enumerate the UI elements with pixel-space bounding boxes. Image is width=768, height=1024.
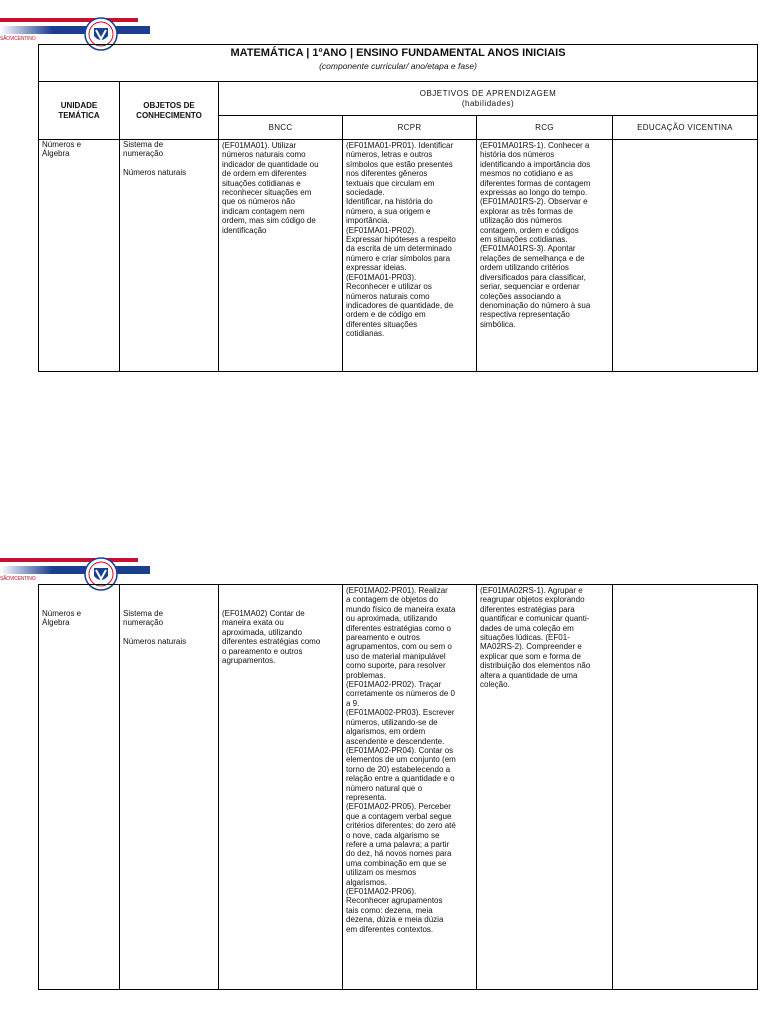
table-row: [39, 585, 758, 990]
cell-objetos-numeros: Números naturais: [123, 167, 187, 177]
header-unidade-tematica: UNIDADE TEMÁTICA: [39, 82, 120, 140]
cell-objetos-numeros: Números naturais: [123, 636, 187, 646]
page-2: [0, 560, 768, 1000]
document-subtitle: (componente curricular/ ano/etapa e fase): [319, 61, 477, 71]
cell-bncc: (EF01MA01). Utilizar números naturais como indicador de quantidade ou de ordem em diferentes situações cotidianas e reconhecer situações em que os números não indicam contagem nem ordem, mas sim código de identificação: [219, 140, 343, 372]
logo-text: SÃOVICENTINO: [0, 36, 36, 42]
cell-objetos: [120, 585, 219, 990]
cell-educacao-vicentina: [613, 585, 758, 990]
header-rcpr: RCPR: [343, 116, 477, 140]
document-title: MATEMÁTICA | 1ºANO | ENSINO FUNDAMENTAL ANOS INICIAIS: [230, 47, 566, 59]
header-bncc: BNCC: [219, 116, 343, 140]
curriculum-table-page-1: [38, 44, 758, 372]
table-row: [39, 140, 758, 372]
cell-objetos: [120, 140, 219, 372]
header-objetos-conhecimento: OBJETOS DE CONHECIMENTO: [120, 82, 219, 140]
cell-objetos-sistema: Sistema de numeração: [123, 140, 164, 159]
cell-unidade: [39, 585, 120, 990]
header-objetivos-title: OBJETIVOS DE APRENDIZAGEM: [419, 89, 557, 99]
header-habilidades: (habilidades): [461, 98, 515, 108]
cell-unidade-text: Números e Álgebra: [42, 609, 82, 628]
logo-text: SÃOVICENTINO: [0, 576, 36, 582]
curriculum-table-page-2: [38, 584, 758, 990]
cell-bncc-text: (EF01MA02) Contar de maneira exata ou aproximada, utilizando diferentes estratégias como o pareamento e outros agrupamentos.: [222, 609, 321, 666]
cell-rcpr: (EF01MA01-PR01). Identificar números, letras e outros símbolos que estão presentes nos diferentes gêneros textuais que circulam em sociedade. Identificar, na história do número, a sua origem e importância. (EF01MA01-PR02). Expressar hipóteses a respeito da escrita de um determinado número e criar símbolos para expressar ideias. (EF01MA01-PR03). Reconhecer e utilizar os números naturais como indicadores de quantidade, de ordem e de código em diferentes situações cotidianas.: [343, 140, 477, 372]
blue-stripe: [0, 566, 150, 574]
cell-educacao-vicentina: [613, 140, 758, 372]
header-rcg: RCG: [477, 116, 613, 140]
cell-bncc: [219, 585, 343, 990]
cell-rcg: (EF01MA01RS-1). Conhecer a história dos números identificando a importância dos mesmos no cotidiano e as diferentes formas de contagem expressas ao longo do tempo. (EF01MA01RS-2). Observar e explorar as três formas de utilização dos números contagem, ordem e códigos em situações cotidianas. (EF01MA01RS-3). Apontar relações de semelhança e de ordem utilizando critérios diversificados para classificar, seriar, sequenciar e ordenar coleções associando a denominação do número à sua respectiva representação simbólica.: [477, 140, 613, 372]
cell-rcpr: (EF01MA02-PR01). Realizar a contagem de objetos do mundo físico de maneira exata ou aproximada, utilizando diferentes estratégias como o pareamento e outros agrupamentos, com ou sem o uso de material manipulável como suporte, para resolver problemas. (EF01MA02-PR02). Traçar corretamente os números de 0 a 9. (EF01MA002-PR03). Escrever números, utilizando-se de algarismos, em ordem ascendente e descendente. (EF01MA02-PR04). Contar os elementos de um conjunto (em torno de 20) estabelecendo a relação entre a quantidade e o número natural que o representa. (EF01MA02-PR05). Perceber que a contagem verbal segue critérios diferentes: do zero até o nove, cada algarismo se refere a uma palavra; a partir do dez, há novos nomes para uma combinação em que se utilizam os mesmos algarismos. (EF01MA02-PR06). Reconhecer agrupamentos tais como: dezena, meia dezena, dúzia e meia dúzia em diferentes contextos.: [343, 585, 477, 990]
header-objetivos: [219, 82, 758, 116]
title-cell: [39, 45, 758, 82]
page-1: [0, 0, 768, 380]
cell-objetos-sistema: Sistema de numeração: [123, 609, 164, 628]
blue-stripe: [0, 26, 150, 34]
header-educacao-vicentina: EDUCAÇÃO VICENTINA: [613, 116, 758, 140]
cell-unidade: Números e Álgebra: [39, 140, 120, 372]
cell-rcg: (EF01MA02RS-1). Agrupar e reagrupar objetos explorando diferentes estratégias para quantificar e comunicar quanti- dades de uma coleção em situações lúdicas. (EF01- MA02RS-2). Compreender e explicar que som e forma de distribuição dos elementos não altera a quantidade de uma coleção.: [477, 585, 613, 990]
